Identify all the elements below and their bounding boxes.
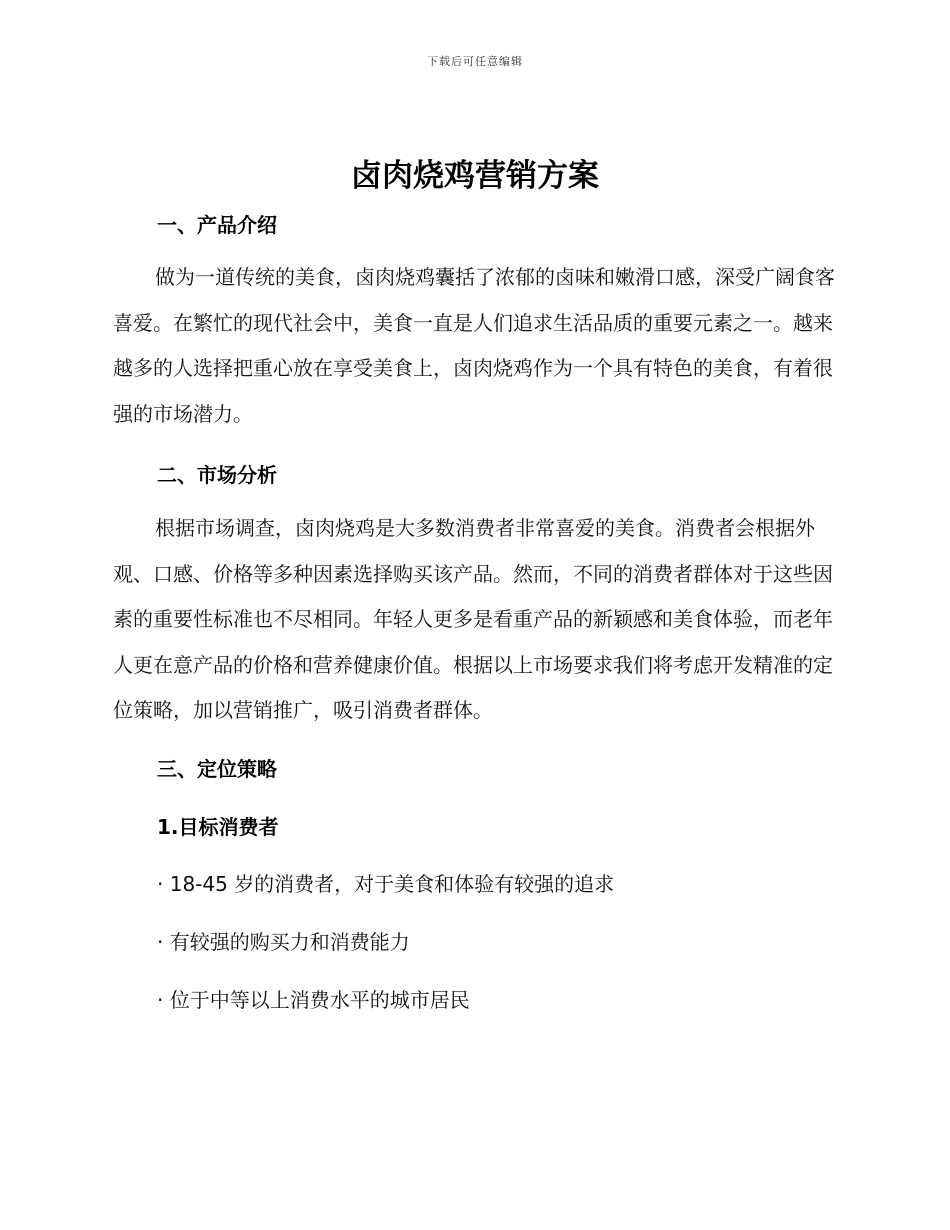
bullet-item: · 有较强的购买力和消费能力 — [157, 930, 410, 954]
section-paragraph-intro: 做为一道传统的美食，卤肉烧鸡囊括了浓郁的卤味和嫩滑口感，深受广阔食客喜爱。在繁忙的现代社会中，美食一直是人们追求生活品质的重要元素之一。越来越多的人选择把重心放在享受美食上，卤肉烧鸡作为一个具有特色的美食，有着很强的市场潜力。 — [113, 265, 835, 426]
section-heading-market: 二、市场分析 — [157, 463, 277, 487]
bullet-item: · 位于中等以上消费水平的城市居民 — [157, 988, 470, 1012]
section-heading-intro: 一、产品介绍 — [157, 213, 277, 237]
page-header-note: 下载后可任意编辑 — [427, 55, 523, 68]
subheading-target-consumers: 1.目标消费者 — [157, 815, 279, 839]
document-title: 卤肉烧鸡营销方案 — [351, 158, 599, 194]
section-heading-positioning: 三、定位策略 — [157, 757, 277, 781]
section-paragraph-market: 根据市场调查，卤肉烧鸡是大多数消费者非常喜爱的美食。消费者会根据外观、口感、价格等多种因素选择购买该产品。然而，不同的消费者群体对于这些因素的重要性标准也不尽相同。年轻人更多是看重产品的新颖感和美食体验，而老年人更在意产品的价格和营养健康价值。根据以上市场要求我们将考虑开发精准的定位策略，加以营销推广，吸引消费者群体。 — [113, 516, 833, 722]
bullet-item: · 18-45 岁的消费者，对于美食和体验有较强的追求 — [157, 872, 615, 896]
